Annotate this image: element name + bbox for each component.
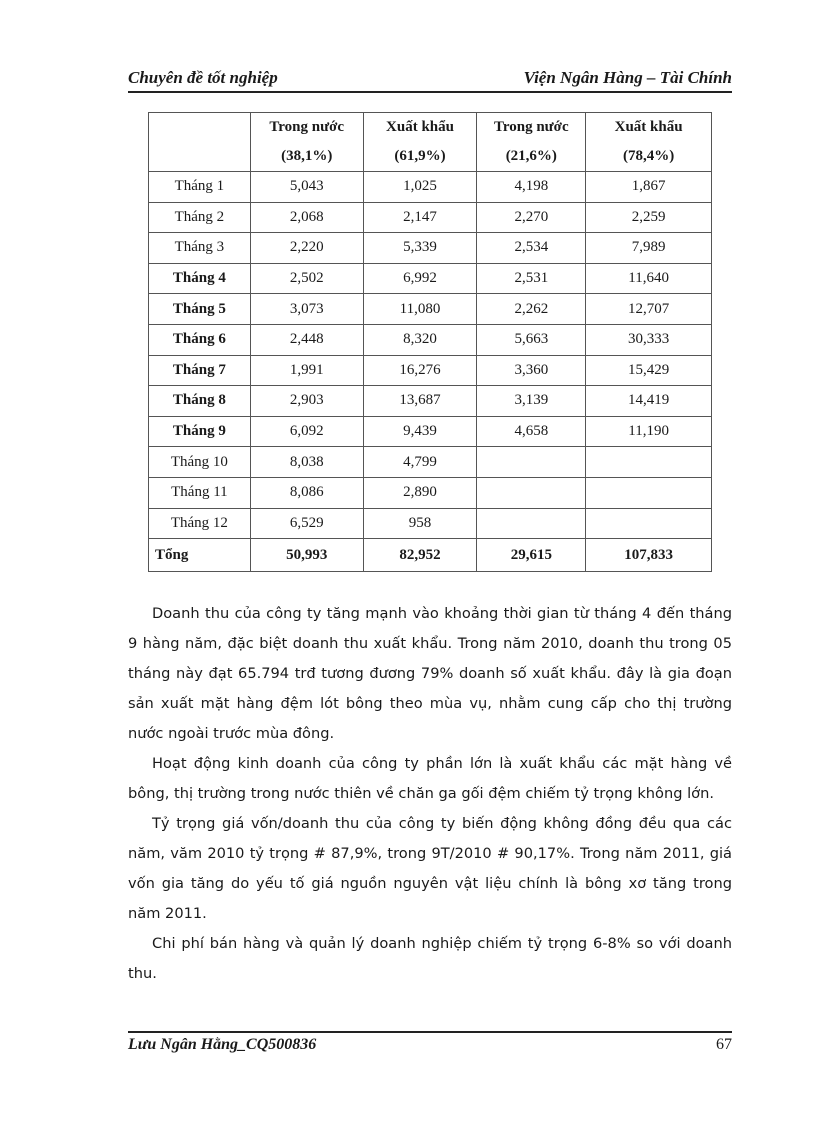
value-cell: 3,360: [477, 355, 586, 386]
value-cell: 6,529: [250, 508, 363, 539]
table-header-row: [149, 113, 712, 172]
value-cell: 2,534: [477, 233, 586, 264]
value-cell: 5,663: [477, 324, 586, 355]
value-cell: 8,038: [250, 447, 363, 478]
total-cell: 29,615: [477, 539, 586, 572]
page-footer: [128, 1036, 732, 1058]
value-cell: 13,687: [363, 386, 477, 417]
page-header: [128, 68, 732, 92]
value-cell: 3,073: [250, 294, 363, 325]
month-cell: Tháng 11: [149, 477, 251, 508]
month-cell: Tháng 2: [149, 202, 251, 233]
table-row: [149, 172, 712, 203]
value-cell: 958: [363, 508, 477, 539]
table-row: [149, 355, 712, 386]
value-cell: 8,320: [363, 324, 477, 355]
value-cell: 6,992: [363, 263, 477, 294]
value-cell: [477, 508, 586, 539]
value-cell: 7,989: [586, 233, 712, 264]
value-cell: [586, 508, 712, 539]
value-cell: 4,799: [363, 447, 477, 478]
value-cell: 15,429: [586, 355, 712, 386]
value-cell: 1,867: [586, 172, 712, 203]
page-number: 67: [716, 1036, 732, 1053]
table-row: [149, 477, 712, 508]
value-cell: 8,086: [250, 477, 363, 508]
value-cell: 4,198: [477, 172, 586, 203]
header-cell: Xuất khẩu (78,4%): [586, 113, 712, 172]
value-cell: [586, 477, 712, 508]
month-cell: Tháng 4: [149, 263, 251, 294]
value-cell: 2,270: [477, 202, 586, 233]
header-cell-empty: [149, 113, 251, 172]
header-institute: Viện Ngân Hàng – Tài Chính: [523, 68, 732, 87]
value-cell: 5,339: [363, 233, 477, 264]
table-row: [149, 202, 712, 233]
value-cell: 2,259: [586, 202, 712, 233]
table-row: [149, 508, 712, 539]
value-cell: 11,080: [363, 294, 477, 325]
table-row: [149, 324, 712, 355]
total-cell: 50,993: [250, 539, 363, 572]
paragraph: Chi phí bán hàng và quản lý doanh nghiệp chiếm tỷ trọng 6-8% so với doanh thu.: [128, 935, 732, 982]
value-cell: 4,658: [477, 416, 586, 447]
body-text: [128, 599, 732, 989]
month-cell: Tháng 5: [149, 294, 251, 325]
value-cell: [586, 447, 712, 478]
value-cell: 2,502: [250, 263, 363, 294]
value-cell: 11,640: [586, 263, 712, 294]
value-cell: 6,092: [250, 416, 363, 447]
month-cell: Tháng 12: [149, 508, 251, 539]
total-label: Tổng: [149, 539, 251, 572]
value-cell: 14,419: [586, 386, 712, 417]
month-cell: Tháng 7: [149, 355, 251, 386]
value-cell: [477, 477, 586, 508]
revenue-table: [148, 112, 712, 572]
month-cell: Tháng 3: [149, 233, 251, 264]
value-cell: 2,147: [363, 202, 477, 233]
value-cell: 1,991: [250, 355, 363, 386]
value-cell: 16,276: [363, 355, 477, 386]
header-thesis-title: Chuyên đề tốt nghiệp: [128, 68, 278, 87]
table-row: [149, 447, 712, 478]
value-cell: 2,890: [363, 477, 477, 508]
value-cell: 9,439: [363, 416, 477, 447]
value-cell: 2,448: [250, 324, 363, 355]
table-row: [149, 294, 712, 325]
footer-divider: [128, 1031, 732, 1033]
month-cell: Tháng 9: [149, 416, 251, 447]
value-cell: 2,068: [250, 202, 363, 233]
header-cell: Xuất khẩu (61,9%): [363, 113, 477, 172]
table-row: [149, 386, 712, 417]
table-row: [149, 263, 712, 294]
paragraph: Tỷ trọng giá vốn/doanh thu của công ty biến động không đồng đều qua các năm, văm 2010 tỷ trọng # 87,9%, trong 9T/2010 # 90,17%. Trong năm 2011, giá vốn gia tăng do yếu tố giá nguồn nguyên vật liệu chính là bông xơ tăng trong năm 2011.: [128, 815, 732, 922]
header-cell: Trong nước (21,6%): [477, 113, 586, 172]
value-cell: 2,531: [477, 263, 586, 294]
value-cell: 12,707: [586, 294, 712, 325]
value-cell: 2,903: [250, 386, 363, 417]
paragraph: Hoạt động kinh doanh của công ty phần lớn là xuất khẩu các mặt hàng về bông, thị trường trong nước thiên về chăn ga gối đệm chiếm tỷ trọng không lớn.: [128, 755, 732, 802]
value-cell: 2,262: [477, 294, 586, 325]
value-cell: 2,220: [250, 233, 363, 264]
footer-author: Lưu Ngân Hằng_CQ500836: [128, 1036, 317, 1053]
table-total-row: [149, 539, 712, 572]
value-cell: 3,139: [477, 386, 586, 417]
month-cell: Tháng 10: [149, 447, 251, 478]
paragraph: Doanh thu của công ty tăng mạnh vào khoảng thời gian từ tháng 4 đến tháng 9 hàng năm, đặc biệt doanh thu xuất khẩu. Trong năm 2010, doanh thu trong 05 tháng này đạt 65.794 trđ tương đương 79% doanh số xuất khẩu. đây là gia đoạn sản xuất mặt hàng đệm lót bông theo mùa vụ, nhằm cung cấp cho thị trường nước ngoài trước mùa đông.: [128, 605, 732, 742]
month-cell: Tháng 1: [149, 172, 251, 203]
total-cell: 82,952: [363, 539, 477, 572]
value-cell: 11,190: [586, 416, 712, 447]
table-row: [149, 416, 712, 447]
value-cell: 1,025: [363, 172, 477, 203]
header-cell: Trong nước (38,1%): [250, 113, 363, 172]
total-cell: 107,833: [586, 539, 712, 572]
value-cell: 30,333: [586, 324, 712, 355]
header-divider: [128, 91, 732, 93]
month-cell: Tháng 8: [149, 386, 251, 417]
month-cell: Tháng 6: [149, 324, 251, 355]
value-cell: [477, 447, 586, 478]
table-row: [149, 233, 712, 264]
value-cell: 5,043: [250, 172, 363, 203]
